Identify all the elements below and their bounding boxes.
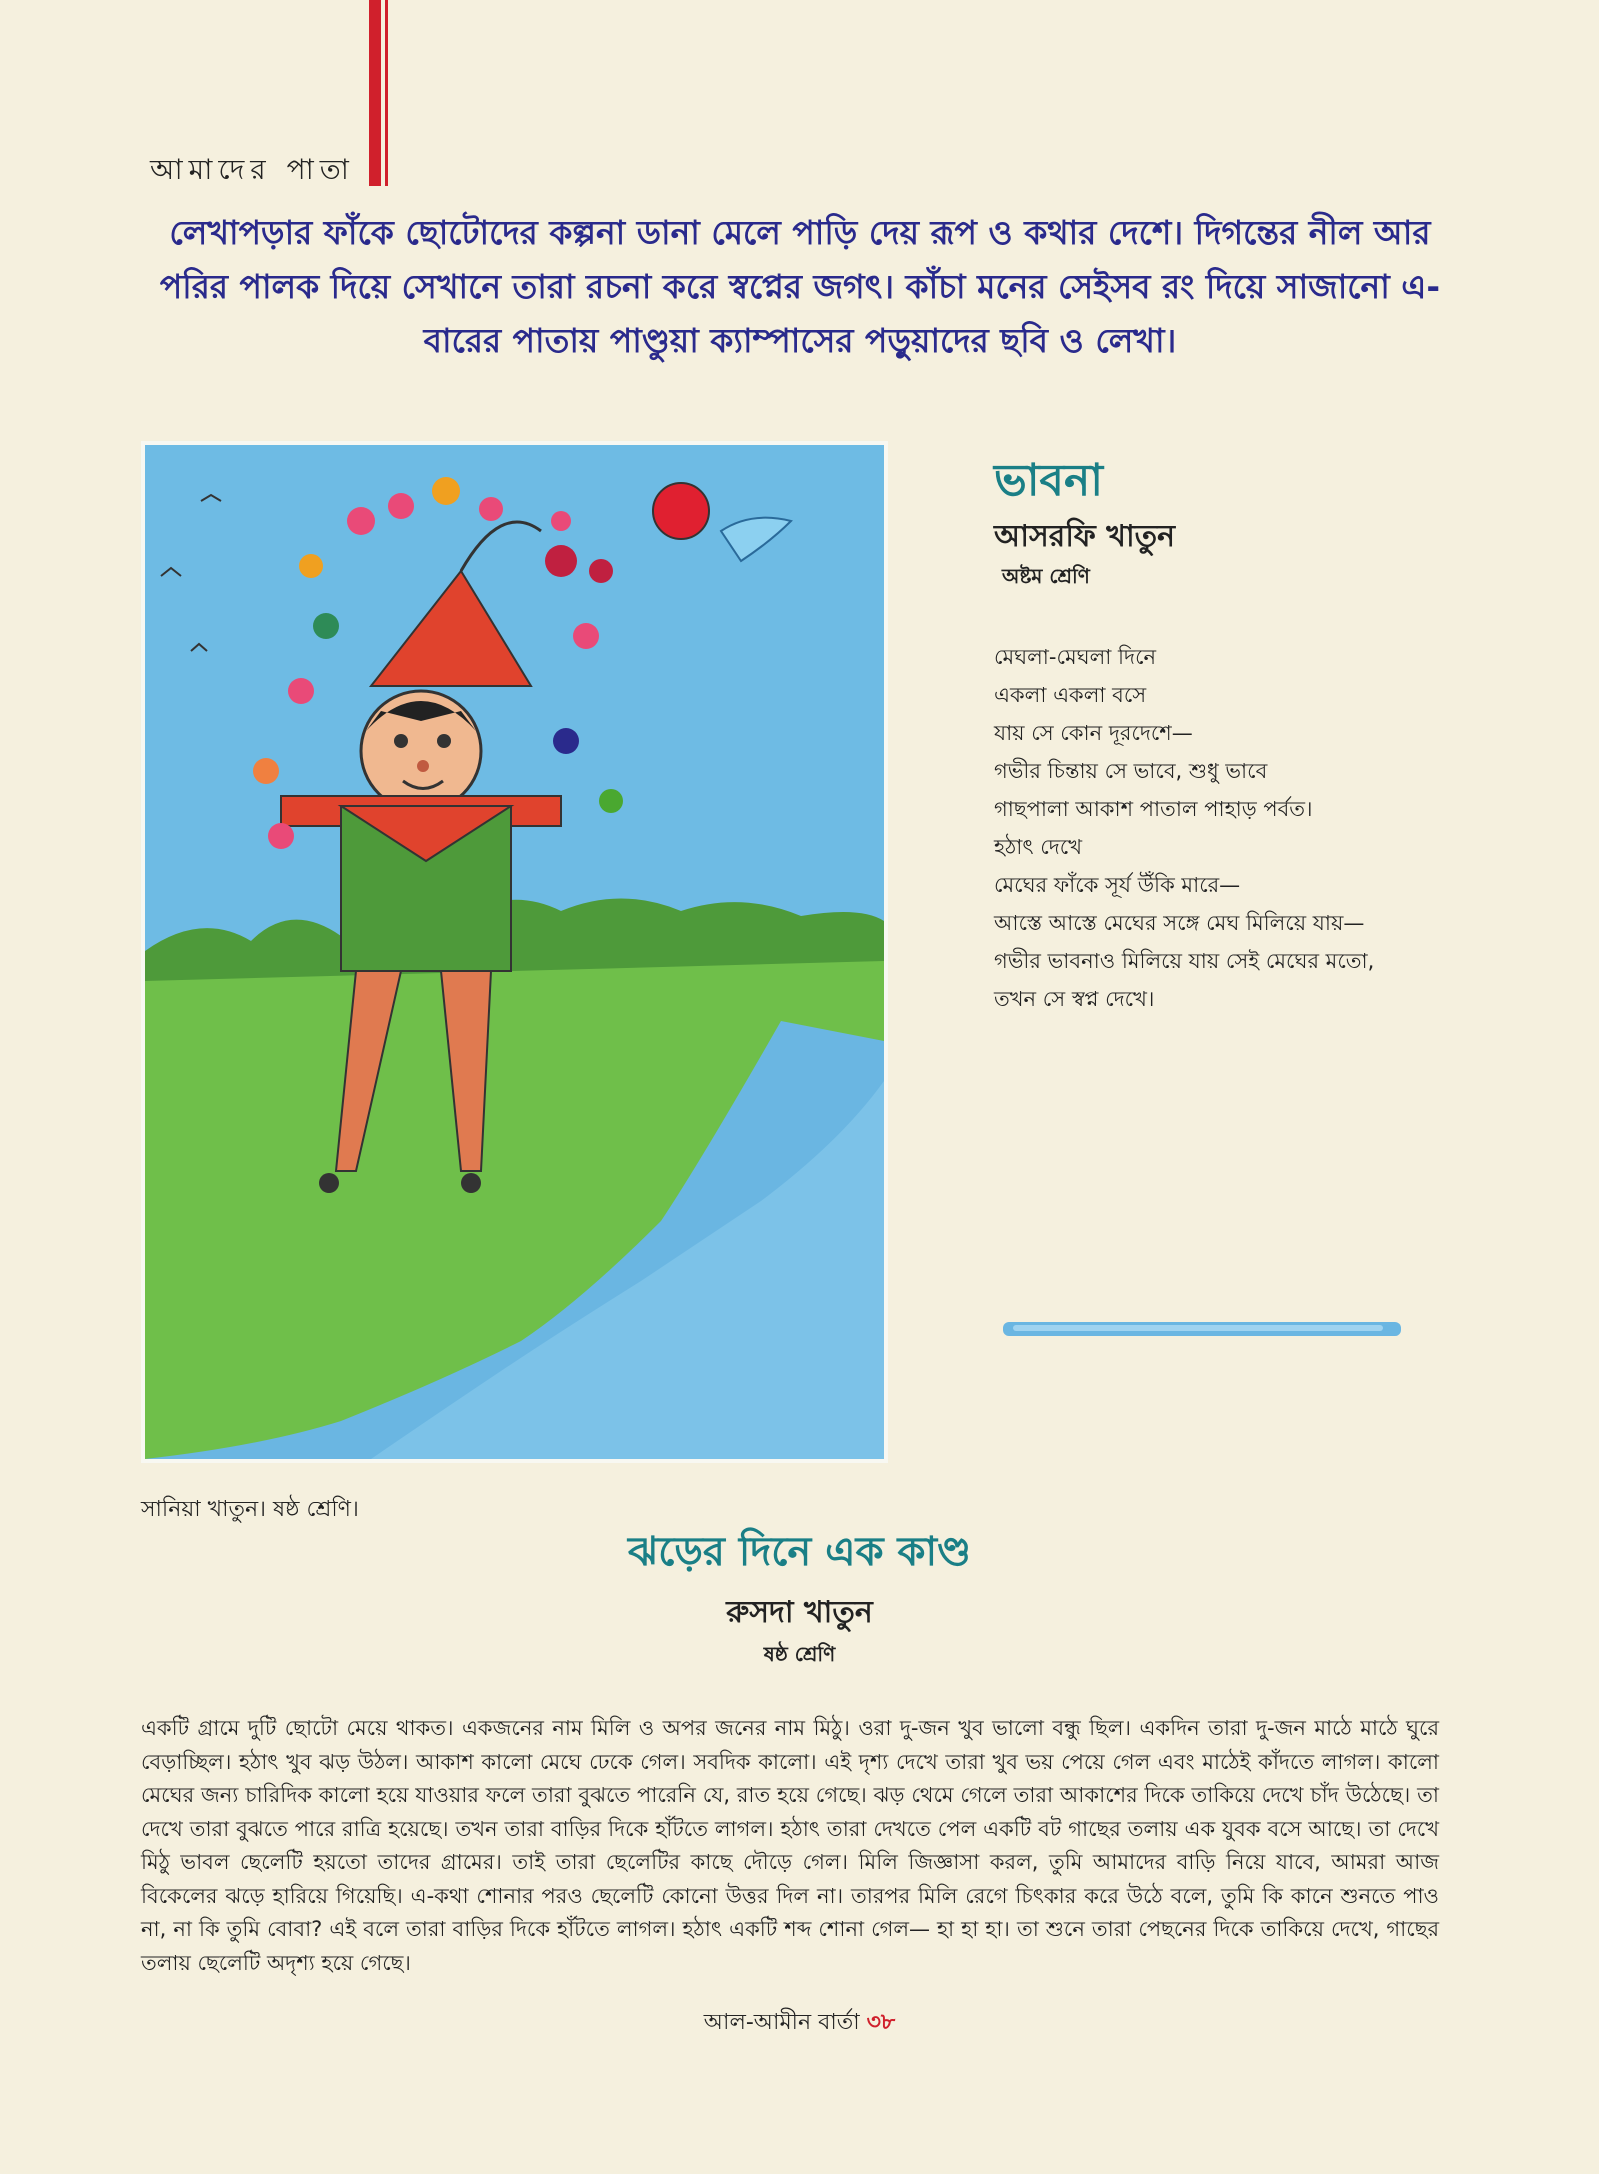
ball — [551, 511, 571, 531]
ball — [589, 559, 613, 583]
ball — [599, 789, 623, 813]
intro-text: লেখাপড়ার ফাঁকে ছোটোদের কল্পনা ডানা মেলে পাড়ি দেয় রূপ ও কথার দেশে। দিগন্তের নীল আর পরির পালক দিয়ে সেখানে তারা রচনা করে স্বপ্নের জগৎ। কাঁচা মনের সেইসব রং দিয়ে সাজানো এ-বারের পাতায় পাণ্ডুয়া ক্যাম্পাসের পড়ুয়াদের ছবি ও লেখা। — [159, 213, 1441, 360]
poem-line: মেঘের ফাঁকে সূর্য উঁকি মারে— — [994, 873, 1241, 897]
poem-body — [994, 638, 1374, 1018]
poem-line: আস্তে আস্তে মেঘের সঙ্গে মেঘ মিলিয়ে যায়— — [994, 911, 1365, 935]
ball — [268, 823, 294, 849]
ball — [432, 477, 460, 505]
story-class: ষষ্ঠ শ্রেণি — [763, 1642, 836, 1666]
ball — [479, 497, 503, 521]
page-number: ৩৮ — [866, 2010, 896, 2035]
poem-line: একলা একলা বসে — [994, 683, 1147, 707]
section-label: আমাদের পাতা — [150, 153, 355, 186]
balloon — [653, 483, 709, 539]
ball — [388, 493, 414, 519]
ball — [573, 623, 599, 649]
story-title: ঝড়ের দিনে এক কাণ্ড — [628, 1529, 971, 1575]
poem-line: তখন সে স্বপ্ন দেখে। — [994, 987, 1155, 1011]
poem-line: যায় সে কোন দূরদেশে— — [994, 721, 1193, 745]
poem-line: হঠাৎ দেখে — [994, 835, 1083, 859]
decorative-crayon-line — [1003, 1318, 1401, 1340]
page-footer — [0, 2005, 1599, 2042]
ball — [545, 545, 577, 577]
ball — [299, 554, 323, 578]
poem-line: গভীর চিন্তায় সে ভাবে, শুধু ভাবে — [994, 759, 1268, 783]
story-body: একটি গ্রামে দুটি ছোটো মেয়ে থাকত। একজনের নাম মিলি ও অপর জনের নাম মিঠু। ওরা দু-জন খুব ভালো বন্ধু ছিল। একদিন তারা দু-জন মাঠে মাঠে ঘুরে বেড়াচ্ছিল। হঠাৎ খুব ঝড় উঠল। আকাশ কালো মেঘে ঢেকে গেল। সবদিক কালো। এই দৃশ্য দেখে তারা খুব ভয় পেয়ে গেল এবং মাঠেই কাঁদতে লাগল। কালো মেঘের জন্য চারিদিক কালো হয়ে যাওয়ার ফলে তারা বুঝতে পারেনি যে, রাত হয়ে গেছে। ঝড় থেমে গেলে তারা আকাশের দিকে তাকিয়ে দেখে চাঁদ উঠেছে। তা দেখে তারা বুঝতে পারে রাত্রি হয়েছে। তখন তারা বাড়ির দিকে হাঁটতে লাগল। হঠাৎ তারা দেখতে পেল একটি বট গাছের তলায় এক যুবক বসে আছে। তা দেখে মিঠু ভাবল ছেলেটি হয়তো তাদের গ্রামের। তাই তারা ছেলেটির কাছে দৌড়ে গেল। মিলি জিজ্ঞাসা করল, তুমি আমাদের বাড়ি নিয়ে যাবে, আমরা আজ বিকেলের ঝড়ে হারিয়ে গিয়েছি। এ-কথা শোনার পরও ছেলেটি কোনো উত্তর দিল না। তারপর মিলি রেগে চিৎকার করে উঠে বলে, তুমি কি কানে শুনতে পাও না, না কি তুমি বোবা? এই বলে তারা বাড়ির দিকে হাঁটতে লাগল। হঠাৎ একটি শব্দ শোনা গেল— হা হা হা। তা শুনে তারা পেছনের দিকে তাকিয়ে দেখে, গাছের তলায় ছেলেটি অদৃশ্য হয়ে গেছে। — [141, 1716, 1439, 1975]
poem-line: মেঘলা-মেঘলা দিনে — [994, 645, 1157, 669]
ball — [253, 758, 279, 784]
poem-title: ভাবনা — [994, 455, 1104, 506]
poem-line: গাছপালা আকাশ পাতাল পাহাড় পর্বত। — [994, 797, 1313, 821]
ball — [347, 507, 375, 535]
drawing-caption: সানিয়া খাতুন। ষষ্ঠ শ্রেণি। — [141, 1497, 359, 1522]
header-accent-bar — [369, 0, 381, 186]
poem-class: অষ্টম শ্রেণি — [1002, 564, 1090, 588]
ball — [288, 678, 314, 704]
child-drawing — [141, 441, 888, 1463]
ball — [553, 728, 579, 754]
magazine-name: আল-আমীন বার্তা — [703, 2010, 860, 2035]
header-accent-line — [385, 0, 388, 186]
story-author: রুসদা খাতুন — [726, 1595, 873, 1630]
ball — [313, 613, 339, 639]
poem-line: গভীর ভাবনাও মিলিয়ে যায় সেই মেঘের মতো, — [994, 949, 1375, 973]
poem-author: আসরফি খাতুন — [994, 519, 1176, 554]
